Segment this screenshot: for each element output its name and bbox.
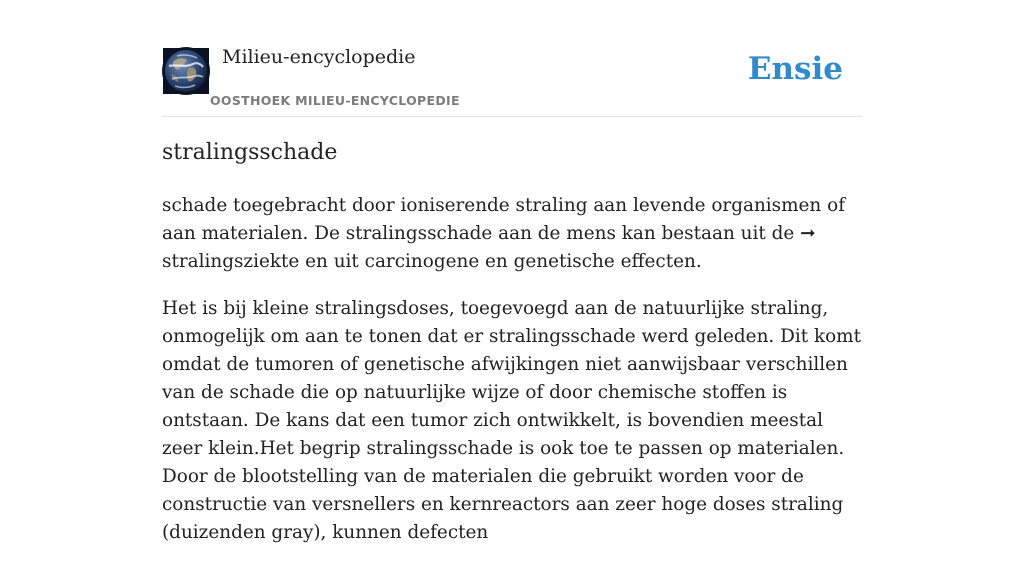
- paragraph-text: schade toegebracht door ioniserende straling aan levende organismen of aan materialen. De stralingsschade aan de mens kan bestaan uit de: [162, 195, 846, 244]
- article-body: [162, 192, 864, 566]
- site-header: [162, 46, 862, 117]
- brand-logo[interactable]: Ensie: [747, 51, 843, 87]
- page-title: stralingsschade: [162, 140, 338, 165]
- paragraph-text: en uit carcinogene en genetische effecten.: [299, 251, 702, 272]
- site-subtitle[interactable]: OOSTHOEK MILIEU-ENCYCLOPEDIE: [210, 93, 460, 108]
- arrow-right-icon: ➞: [800, 223, 816, 244]
- site-name[interactable]: Milieu-encyclopedie: [222, 46, 416, 68]
- article-paragraph-2: Het is bij kleine stralingsdoses, toegevoegd aan de natuurlijke straling, onmogelijk om aan te tonen dat er stralingsschade werd geleden. Dit komt omdat de tumoren of genetische afwijkingen niet aanwijsbaar verschillen van de schade die op natuurlijke wijze of door chemische stoffen is ontstaan. De kans dat een tumor zich ontwikkelt, is bovendien meestal zeer klein.Het begrip stralingsschade is ook toe te passen op materialen. Door de blootstelling van de materialen die gebruikt worden voor de constructie van versnellers en kernreactors aan zeer hoge doses straling (duizenden gray), kunnen defecten: [162, 298, 862, 543]
- link-stralingsziekte[interactable]: stralingsziekte: [162, 251, 300, 272]
- article-paragraph-1: [162, 192, 864, 276]
- earth-globe-icon[interactable]: [162, 47, 210, 95]
